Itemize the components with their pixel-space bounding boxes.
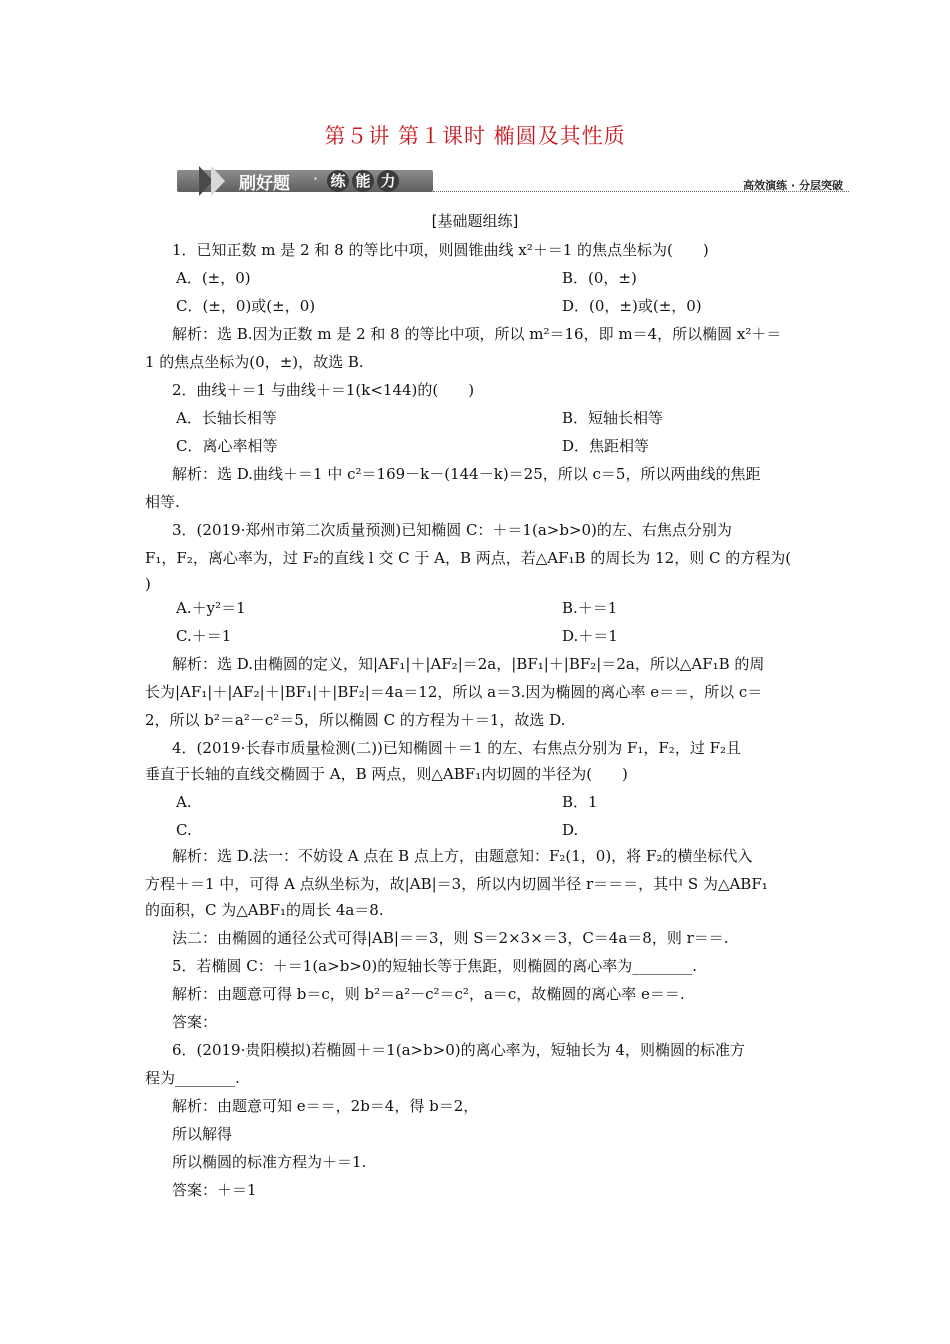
text-line: 所以解得 [172, 1125, 233, 1143]
option-d: D.＋＝1 [562, 627, 618, 645]
text-line: 的面积，C 为△ABF₁的周长 4a＝8. [145, 901, 384, 919]
option-a: A.＋y²＝1 [176, 599, 246, 617]
text-line: ) [145, 575, 151, 593]
text-line: 6．(2019·贵阳模拟)若椭圆＋＝1(a>b>0)的离心率为，短轴长为 4，则椭圆的标准方 [172, 1041, 745, 1059]
text-line: 5．若椭圆 C：＋＝1(a>b>0)的短轴长等于焦距，则椭圆的离心率为________. [172, 957, 698, 975]
text-line: 2，所以 b²＝a²－c²＝5，所以椭圆 C 的方程为＋＝1，故选 D. [145, 711, 566, 729]
option-d: D. [562, 821, 579, 839]
text-line: 4．(2019·长春市质量检测(二))已知椭圆＋＝1 的左、右焦点分别为 F₁，F₂，过 F₂且 [172, 739, 742, 757]
option-d: D．(0，±)或(±，0) [562, 297, 702, 315]
text-line: 解析：选 D.曲线＋＝1 中 c²＝169－k－(144－k)＝25，所以 c＝5，所以两曲线的焦距 [172, 465, 761, 483]
option-b: B．1 [562, 793, 598, 811]
banner-dot: · [313, 169, 319, 188]
section-banner [177, 164, 849, 198]
text-line: 相等. [145, 493, 180, 511]
option-a: A. [176, 793, 192, 811]
option-b: B．(0，±) [562, 269, 637, 287]
banner-circle-group [327, 170, 402, 192]
text-line: 方程＋＝1 中，可得 A 点纵坐标为，故|AB|＝3，所以内切圆半径 r＝＝＝，其中 S 为△ABF₁ [145, 875, 768, 893]
page-title: 第５讲 第１课时 椭圆及其性质 [324, 124, 626, 148]
text-line: 所以椭圆的标准方程为＋＝1. [172, 1153, 367, 1171]
option-a: A．长轴长相等 [176, 409, 277, 427]
text-line: 1 的焦点坐标为(0，±)，故选 B. [145, 353, 364, 371]
text-line: F₁，F₂，离心率为，过 F₂的直线 l 交 C 于 A，B 两点，若△AF₁B 的周长为 12，则 C 的方程为( [145, 549, 792, 567]
option-d: D．焦距相等 [562, 437, 650, 455]
option-a: A．(±，0) [176, 269, 251, 287]
text-line: 解析：由题意可得 b＝c，则 b²＝a²－c²＝c²，a＝c，故椭圆的离心率 e＝＝. [172, 985, 685, 1003]
section-title: [基础题组练] [431, 212, 519, 230]
option-b: B．短轴长相等 [562, 409, 664, 427]
text-line: 垂直于长轴的直线交椭圆于 A，B 两点，则△ABF₁内切圆的半径为( ) [145, 765, 628, 783]
option-c: C. [176, 821, 192, 839]
text-line: 3．(2019·郑州市第二次质量预测)已知椭圆 C：＋＝1(a>b>0)的左、右焦点分别为 [172, 521, 732, 539]
text-line: 法二：由椭圆的通径公式可得|AB|＝＝3，则 S＝2×3×＝3，C＝4a＝8，则 r＝＝. [172, 929, 729, 947]
text-line: 答案：＋＝1 [172, 1181, 257, 1199]
option-c: C．离心率相等 [176, 437, 278, 455]
chevron-right-icon [211, 166, 225, 196]
text-line: 解析：选 B.因为正数 m 是 2 和 8 的等比中项，所以 m²＝16，即 m＝4，所以椭圆 x²＋＝ [172, 325, 782, 343]
text-line: 解析：由题意可知 e＝＝，2b＝4，得 b＝2， [172, 1097, 479, 1115]
text-line: 程为________. [145, 1069, 240, 1087]
text-line: 长为|AF₁|＋|AF₂|＋|BF₁|＋|BF₂|＝4a＝12，所以 a＝3.因为椭圆的离心率 e＝＝，所以 c＝ [145, 683, 763, 701]
text-line: 2．曲线＋＝1 与曲线＋＝1(k<144)的( ) [172, 381, 475, 399]
option-c: C．(±，0)或(±，0) [176, 297, 316, 315]
option-b: B.＋＝1 [562, 599, 618, 617]
text-line: 解析：选 D.法一：不妨设 A 点在 B 点上方，由题意知：F₂(1，0)，将 F₂的横坐标代入 [172, 847, 753, 865]
banner-label: 刷好题 [239, 174, 290, 194]
option-c: C.＋＝1 [176, 627, 232, 645]
text-line: 1．已知正数 m 是 2 和 8 的等比中项，则圆锥曲线 x²＋＝1 的焦点坐标为( ) [172, 241, 709, 259]
banner-circle-char: 能 [352, 170, 374, 192]
text-line: 解析：选 D.由椭圆的定义，知|AF₁|＋|AF₂|＝2a，|BF₁|＋|BF₂|＝2a，所以△AF₁B 的周 [172, 655, 765, 673]
banner-circle-char: 练 [327, 170, 349, 192]
banner-subtitle: 高效演练 · 分层突破 [743, 179, 843, 192]
text-line: 答案： [172, 1013, 218, 1031]
banner-circle-char: 力 [377, 170, 399, 192]
